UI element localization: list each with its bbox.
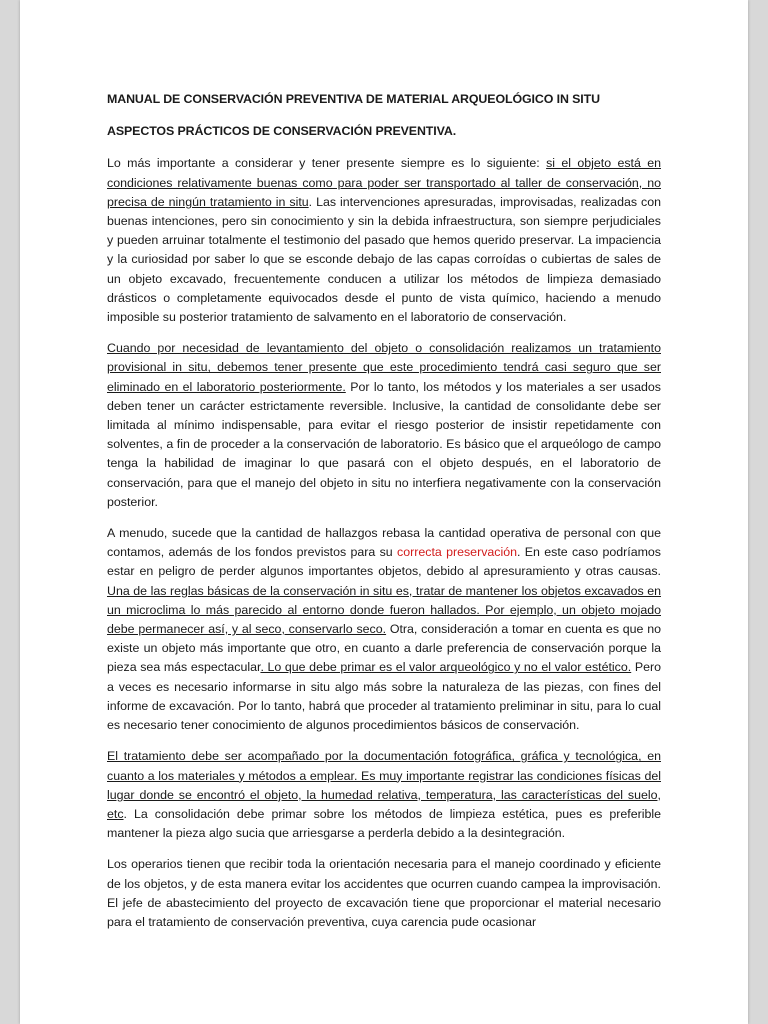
document-body xyxy=(107,90,661,944)
paragraph-4-text: . La consolidación debe primar sobre los métodos de limpieza estética, pues es preferible mantener la pieza algo sucia que arriesgarse a perderla debido a la desintegración. xyxy=(107,806,661,841)
paragraph-2-text: Por lo tanto, los métodos y los materiales a ser usados deben tener un carácter estrictamente reversible. Inclusive, la cantidad de consolidante debe ser limitada al mínimo indispensable, para evitar el riesgo posterior de insistir repetidamente con solventes, a fin de proceder a la conservación de laboratorio. Es básico que el arqueólogo de campo tenga la habilidad de imaginar lo que pasará con el objeto después, en el laboratorio de conservación, para que el manejo del objeto in situ no interfiera negativamente con la conservación posterior. xyxy=(107,379,661,509)
paragraph-5-text: Los operarios tienen que recibir toda la orientación necesaria para el manejo coordinado y eficiente de los objetos, y de esta manera evitar los accidentes que ocurren cuando campea la improvisación. El jefe de abastecimiento del proyecto de excavación tiene que proporcionar el material necesario para el tratamiento de conservación preventiva, cuya carencia pude ocasionar xyxy=(107,857,661,929)
paragraph-3-text: A menudo, sucede que la cantidad de hallazgos rebasa la cantidad operativa de personal con que contamos, además de los fondos previstos para su xyxy=(107,526,661,560)
paragraph-3-red-text: correcta preservación xyxy=(397,545,518,560)
paragraph-1-underlined: si el objeto está en condiciones relativamente buenas como para poder ser transportado al taller de conservación, no precisa de ningún tratamiento in situ xyxy=(107,156,661,209)
paragraph-1-text: . Las intervenciones apresuradas, improvisadas, realizadas con buenas intenciones, pero sin conocimiento y sin la debida infraestructura, son siempre perjudiciales y pueden arruinar totalmente el testimonio del pasado que hemos querido preservar. La impaciencia y la curiosidad por saber lo que se esconde debajo de las capas corroídas o cubiertas de sales de un objeto excavado, frecuentemente conducen a utilizar los métodos de limpieza demasiado drásticos o completamente equivocados desde el punto de vista químico, haciendo a menudo imposible su posterior tratamiento de salvamento en el laboratorio de conservación. xyxy=(107,194,661,325)
paragraph-5 xyxy=(107,855,661,932)
paragraph-1-text: Lo más importante a considerar y tener presente siempre es lo siguiente: xyxy=(107,156,547,171)
paragraph-3-text: Pero a veces es necesario informarse in situ algo más sobre la naturaleza de las piezas, con fines del informe de excavación. Por lo tanto, habrá que proceder al tratamiento preliminar in situ, para lo cual es necesario tener conocimiento de algunos procedimientos básicos de conservación. xyxy=(107,660,661,733)
paragraph-4 xyxy=(107,747,661,843)
document-page xyxy=(20,0,748,1024)
section-heading: ASPECTOS PRÁCTICOS DE CONSERVACIÓN PREVENTIVA. xyxy=(107,124,457,139)
paragraph-1 xyxy=(107,154,661,327)
paragraph-3-underlined: Una de las reglas básicas de la conservación in situ es, tratar de mantener los objetos excavados en un microclima lo más parecido al entorno donde fueron hallados. Por ejemplo, un objeto mojado debe permanecer así, y al seco, conservarlo seco. xyxy=(107,583,661,637)
paragraph-3-text: . En este caso podríamos estar en peligro de perder algunos importantes objetos, debido al apresuramiento y otras causas. xyxy=(107,545,661,579)
paragraph-3-underlined: . Lo que debe primar es el valor arqueológico y no el valor estético. xyxy=(260,660,632,675)
paragraph-3-text: Otra, consideración a tomar en cuenta es que no existe un objeto más importante que otro, en cuanto a darle preferencia de conservación porque la pieza sea más espectacular xyxy=(107,622,661,675)
paragraph-2-underlined: Cuando por necesidad de levantamiento del objeto o consolidación realizamos un tratamiento provisional in situ, debemos tener presente que este procedimiento tendrá casi seguro que ser eliminado en el laboratorio posteriormente. xyxy=(107,341,661,394)
paragraph-3 xyxy=(107,524,661,735)
document-title: MANUAL DE CONSERVACIÓN PREVENTIVA DE MATERIAL ARQUEOLÓGICO IN SITU xyxy=(107,92,600,106)
paragraph-4-underlined: El tratamiento debe ser acompañado por la documentación fotográfica, gráfica y tecnológica, en cuanto a los materiales y métodos a emplear. Es muy importante registrar las condiciones físicas del lugar donde se encontró el objeto, la humedad relativa, temperatura, las características del suelo, etc xyxy=(107,749,661,821)
paragraph-2 xyxy=(107,339,661,512)
